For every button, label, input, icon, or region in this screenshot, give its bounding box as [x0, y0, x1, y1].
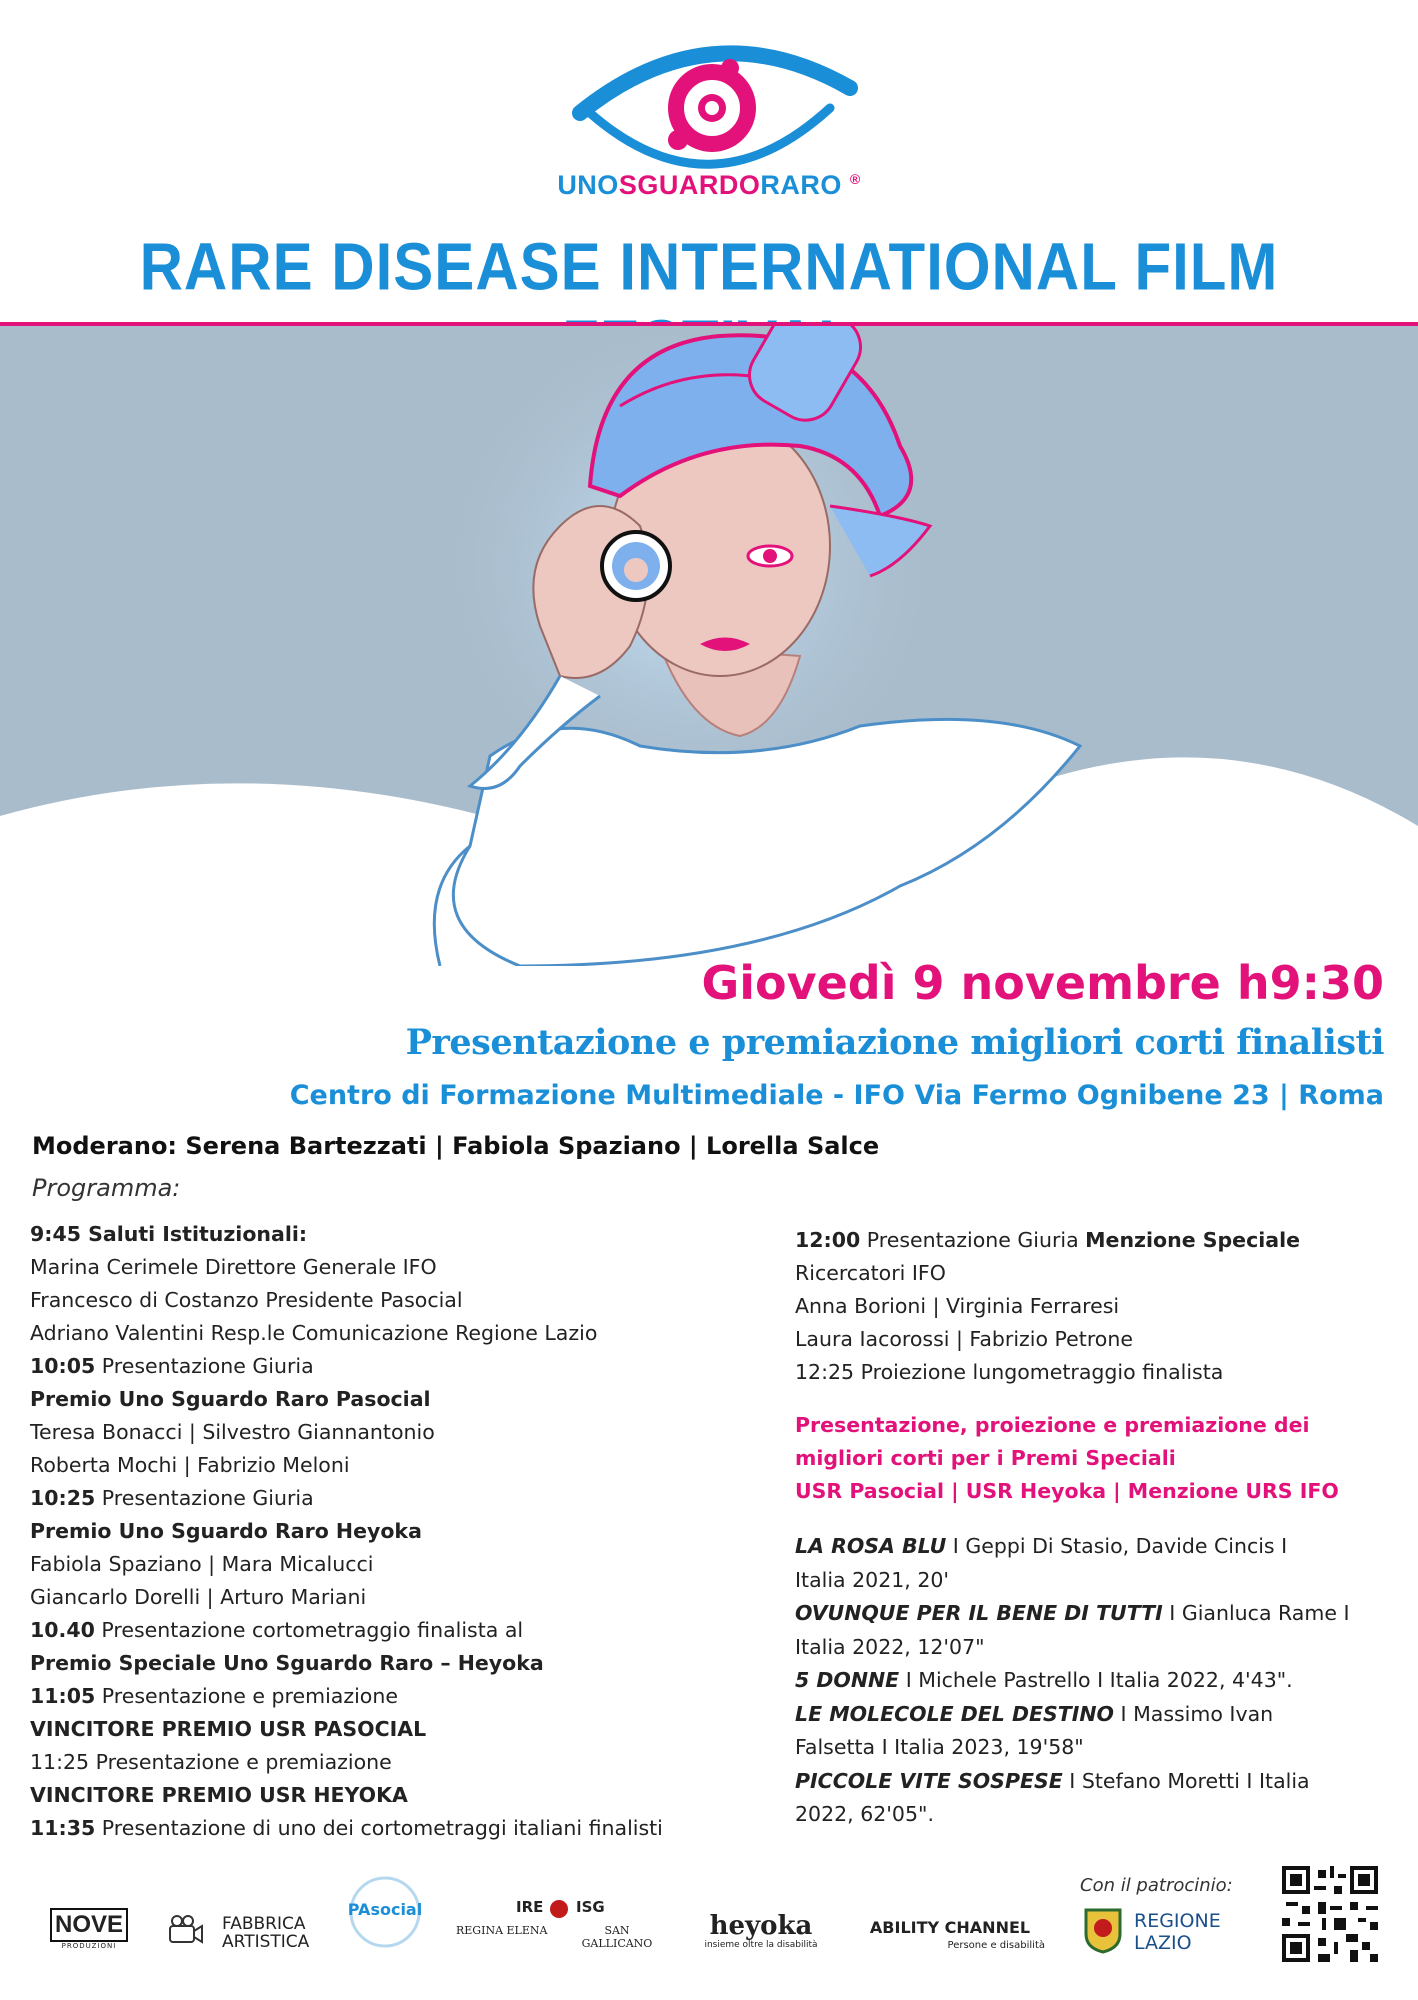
- program-line: Fabiola Spaziano | Mara Micalucci: [30, 1552, 374, 1576]
- sponsor-pasocial: PAsocial: [345, 1872, 425, 1952]
- ire-emblem: [550, 1900, 568, 1918]
- sponsor-ire-isg: IRE ISG REGINA ELENA SAN GALLICANO: [456, 1898, 653, 1950]
- registered-mark: ®: [849, 171, 861, 187]
- event-subtitle: Presentazione e premiazione migliori corti finalisti: [405, 1022, 1384, 1063]
- festival-title: RARE DISEASE INTERNATIONAL FILM: [139, 228, 1279, 304]
- sponsor-ability-channel: ABILITY CHANNEL Persone e disabilità: [869, 1918, 1045, 1951]
- program-line: Premio Uno Sguardo Raro Pasocial: [30, 1387, 431, 1411]
- program-line: Giancarlo Dorelli | Arturo Mariani: [30, 1585, 367, 1609]
- film-entry-detail: Falsetta I Italia 2023, 19'58": [795, 1735, 1084, 1759]
- program-line: Ricercatori IFO: [795, 1261, 946, 1285]
- sponsor-nove: [50, 1908, 128, 1950]
- regione-lazio-crest-icon: [1082, 1906, 1124, 1954]
- sponsor-heyoka: heyoka insieme oltre la disabilità: [704, 1911, 818, 1950]
- film-entry: LA ROSA BLU I Geppi Di Stasio, Davide Cincis I: [795, 1534, 1288, 1558]
- sponsor-regione-lazio: REGIONE LAZIO: [1082, 1904, 1232, 1964]
- film-entry-detail: Italia 2022, 12'07": [795, 1634, 985, 1659]
- film-entry-detail: 2022, 62'05".: [795, 1802, 934, 1826]
- program-line: Teresa Bonacci | Silvestro Giannantonio: [30, 1420, 435, 1444]
- nove-sub: PRODUZIONI: [61, 1942, 117, 1950]
- program-line: Premio Speciale Uno Sguardo Raro – Heyoka: [30, 1651, 544, 1675]
- special-awards-line: migliori corti per i Premi Speciali: [795, 1446, 1176, 1470]
- program-line: 11:35 Presentazione di uno dei cortometraggi italiani finalisti: [30, 1816, 663, 1840]
- program-line: VINCITORE PREMIO USR PASOCIAL: [30, 1717, 427, 1741]
- program-line: 11:25 Presentazione e premiazione: [30, 1750, 392, 1774]
- program-line: Anna Borioni | Virginia Ferraresi: [795, 1294, 1120, 1318]
- camera-icon: [168, 1914, 204, 1948]
- moderators: Moderano: Serena Bartezzati | Fabiola Spaziano | Lorella Salce: [32, 1132, 880, 1160]
- special-awards-line: USR Pasocial | USR Heyoka | Menzione URS IFO: [795, 1479, 1339, 1503]
- brand-wordmark: [0, 170, 1418, 201]
- film-entry: PICCOLE VITE SOSPESE I Stefano Moretti I Italia: [795, 1768, 1310, 1793]
- film-entry: LE MOLECOLE DEL DESTINO I Massimo Ivan: [795, 1701, 1274, 1726]
- special-awards-line: Presentazione, proiezione e premiazione dei: [795, 1413, 1310, 1437]
- program-line: Laura Iacorossi | Fabrizio Petrone: [795, 1327, 1133, 1351]
- program-heading: Programma:: [32, 1174, 181, 1202]
- program-line: 10:05 Presentazione Giuria: [30, 1354, 314, 1378]
- program-line: 9:45 Saluti Istituzionali:: [30, 1222, 308, 1246]
- program-right-column: [795, 1224, 1365, 1832]
- program-left-column: [30, 1218, 790, 1845]
- brand-raro: RARO: [760, 170, 842, 200]
- brand-uno: UNO: [557, 170, 619, 200]
- brand-sguardo: SGUARDO: [618, 170, 761, 200]
- program-line: Adriano Valentini Resp.le Comunicazione Regione Lazio: [30, 1321, 598, 1345]
- program-line: 12:00 Presentazione Giuria Menzione Speciale: [795, 1228, 1301, 1252]
- program-line: 12:25 Proiezione lungometraggio finalista: [795, 1360, 1224, 1384]
- nove-logo: NOVE: [50, 1908, 128, 1942]
- program-line: 10.40 Presentazione cortometraggio finalista al: [30, 1618, 524, 1642]
- program-line: 10:25 Presentazione Giuria: [30, 1486, 314, 1510]
- film-entry-detail: Italia 2021, 20': [795, 1567, 950, 1592]
- film-entry: 5 DONNE I Michele Pastrello I Italia 2022, 4'43".: [795, 1668, 1293, 1692]
- event-venue: Centro di Formazione Multimediale - IFO Via Fermo Ognibene 23 | Roma: [289, 1080, 1384, 1111]
- film-entry: OVUNQUE PER IL BENE DI TUTTI I Gianluca Rame I: [795, 1601, 1350, 1625]
- event-date: Giovedì 9 novembre h9:30: [701, 956, 1384, 1010]
- patronage-label: Con il patrocinio:: [1080, 1875, 1233, 1896]
- film-list: [795, 1530, 1365, 1832]
- program-line: VINCITORE PREMIO USR HEYOKA: [30, 1783, 408, 1807]
- program-line: 11:05 Presentazione e premiazione: [30, 1684, 398, 1708]
- program-line: Marina Cerimele Direttore Generale IFO: [30, 1255, 437, 1279]
- program-line: Roberta Mochi | Fabrizio Meloni: [30, 1453, 350, 1477]
- qr-code[interactable]: [1282, 1866, 1378, 1962]
- program-line: Premio Uno Sguardo Raro Heyoka: [30, 1519, 422, 1543]
- illustration-banner: [0, 326, 1418, 966]
- program-line: Francesco di Costanzo Presidente Pasocial: [30, 1288, 463, 1312]
